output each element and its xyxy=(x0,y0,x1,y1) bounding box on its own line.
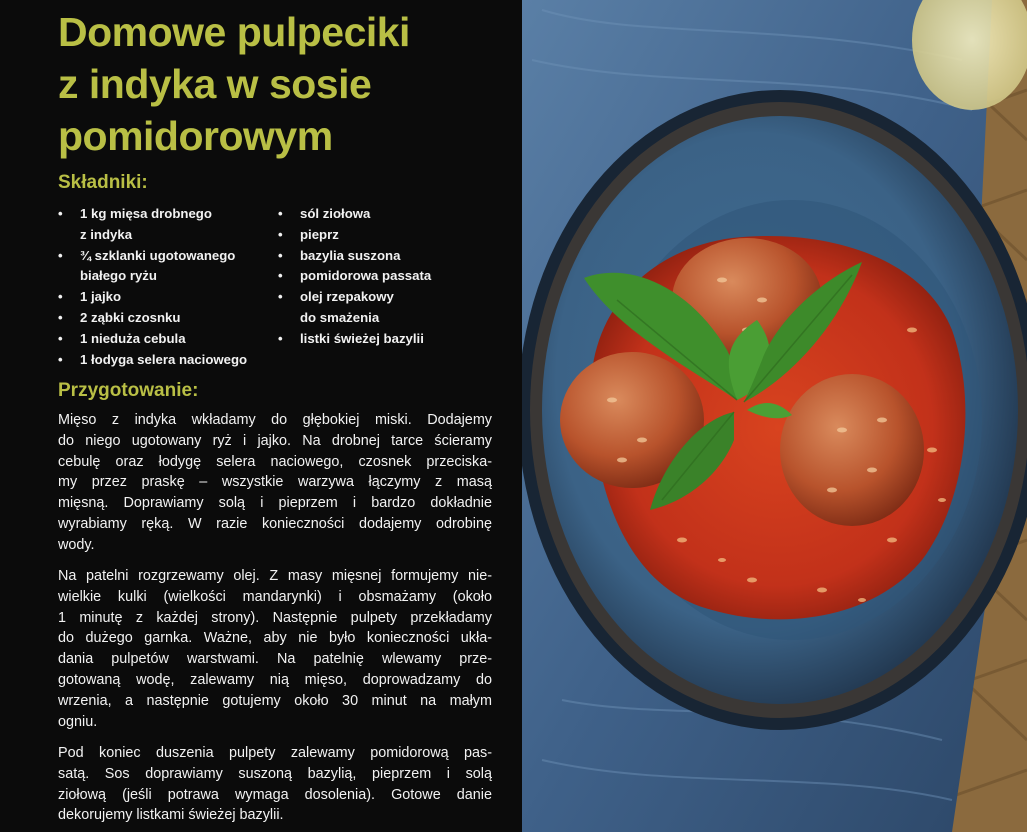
text-line: satą. Sos doprawiamy suszoną bazylią, pieprzem i solą xyxy=(58,765,492,782)
text-line: wrzenia, a następnie gotujemy około 30 minut na małym xyxy=(58,692,492,709)
text-line: do dużego garnka. Ważne, aby nie było konieczności ukła- xyxy=(58,630,492,647)
ingredient-item xyxy=(56,350,271,371)
ingredient-item xyxy=(276,266,491,287)
ingredient-item xyxy=(276,204,491,225)
text-line: Pod koniec duszenia pulpety zalewamy pomidorową pas- xyxy=(58,744,492,761)
ingredient-item xyxy=(56,329,271,350)
text-line: mięsną. Doprawiamy solą i pieprzem i bardzo dokładnie xyxy=(58,495,492,512)
ingredient-text: • pieprz xyxy=(300,226,339,242)
text-line: ogniu. xyxy=(58,713,98,730)
ingredients-list-left xyxy=(56,204,271,370)
ingredient-text: • 1 kg mięsa drobnego xyxy=(80,206,212,221)
ingredient-text: • ¾ szklanki ugotowanego xyxy=(80,247,236,263)
ingredient-item xyxy=(56,246,271,288)
ingredient-text: do smażenia xyxy=(300,309,380,325)
ingredient-text: • listki świeżej bazylii xyxy=(300,330,424,346)
ingredient-item xyxy=(276,246,491,267)
preparation-heading: Przygotowanie: xyxy=(58,380,199,401)
ingredient-text: • 1 nieduża cebula xyxy=(80,330,186,346)
title-line: Domowe pulpeciki xyxy=(58,9,410,55)
ingredient-text: • olej rzepakowy xyxy=(300,289,394,305)
preparation-paragraph xyxy=(58,410,492,556)
ingredient-item xyxy=(276,225,491,246)
text-line: gotowaną wodę, zalewamy nią mięso, doprowadzamy do xyxy=(58,672,492,689)
ingredient-item xyxy=(56,308,271,329)
preparation-paragraph xyxy=(58,566,492,732)
meatballs-illustration xyxy=(522,0,1027,832)
text-line: wielkie kulki (wielkości mandarynki) i obsmażamy (około xyxy=(58,588,492,605)
ingredients-heading: Składniki: xyxy=(58,172,148,193)
title-line: z indyka w sosie xyxy=(58,61,372,107)
ingredient-text: białego ryżu xyxy=(80,268,157,284)
ingredient-text: • bazylia suszona xyxy=(300,247,401,263)
text-line: ziołową (jeśli potrawa wymaga dosolenia). Gotowe danie xyxy=(58,786,492,803)
ingredient-item xyxy=(276,329,491,350)
ingredient-text: • 1 jajko xyxy=(80,289,122,305)
ingredient-item xyxy=(276,287,491,329)
ingredient-text: • 1 łodyga selera naciowego xyxy=(80,351,248,367)
text-line: cebulę oraz łodygę selera naciowego, czosnek przeciska- xyxy=(58,453,492,470)
text-line: dekorujemy listkami świeżej bazylii. xyxy=(58,807,284,824)
text-line: 1 minutę z każdej strony). Następnie pulpety przekładamy xyxy=(58,609,492,626)
dish-photo xyxy=(522,0,1027,832)
text-line: do niego ugotowany ryż i jajko. Na drobnej tarce ścieramy xyxy=(58,432,492,449)
recipe-title xyxy=(58,6,508,162)
text-line: wyrabiamy ręką. W razie konieczności dodajemy odrobinę xyxy=(58,515,492,532)
text-line: Na patelni rozgrzewamy olej. Z masy mięsnej formujemy nie- xyxy=(58,568,492,585)
ingredients-list-right xyxy=(276,204,491,350)
ingredient-item xyxy=(56,287,271,308)
ingredient-text: • pomidorowa passata xyxy=(300,268,432,284)
preparation-text xyxy=(58,410,492,832)
meatball xyxy=(780,374,924,526)
text-line: wody. xyxy=(58,536,95,553)
ingredient-item xyxy=(56,204,271,246)
text-line: dania pulpetów warstwami. Na patelnię wlewamy prze- xyxy=(58,651,492,668)
ingredient-text: • 2 ząbki czosnku xyxy=(80,309,181,325)
ingredient-text: z indyka xyxy=(80,226,133,242)
text-line: Mięso z indyka wkładamy do głębokiej miski. Dodajemy xyxy=(58,412,492,428)
title-line: pomidorowym xyxy=(58,113,333,159)
preparation-paragraph xyxy=(58,743,492,826)
text-line: my przez praskę – wszystkie warzywa łączymy z masą xyxy=(58,474,492,491)
ingredient-text: • sól ziołowa xyxy=(300,206,371,221)
